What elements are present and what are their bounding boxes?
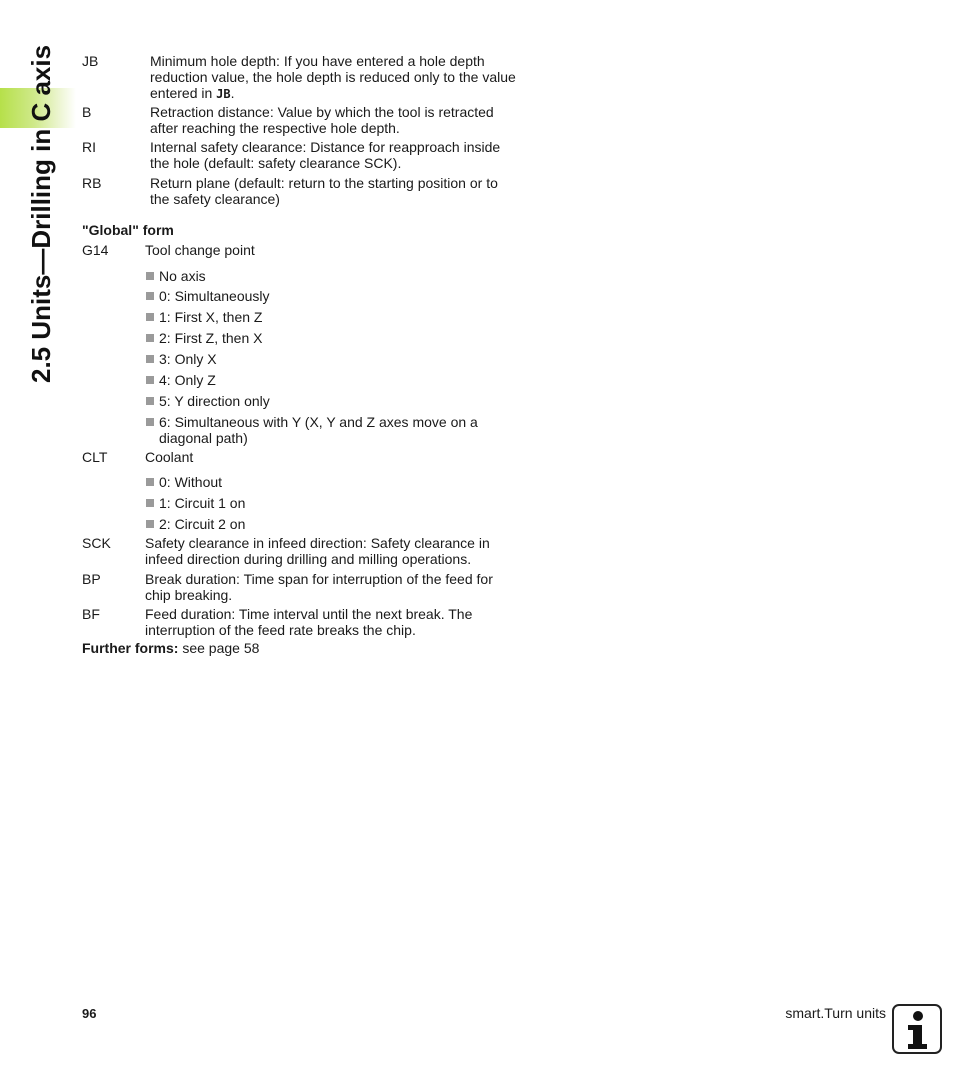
bullet-square-icon: [146, 313, 154, 321]
param-description: Coolant: [145, 449, 194, 465]
param-code: SCK: [82, 535, 111, 551]
bullet-square-icon: [146, 478, 154, 486]
param-code: RB: [82, 175, 102, 191]
param-description: Tool change point: [145, 242, 255, 258]
footer-section: smart.Turn units: [785, 1005, 886, 1021]
param-description: Minimum hole depth: If you have entered a hole depth reduction value, the hole depth is reduced only to the value entered in JB.: [150, 53, 516, 101]
chapter-title: 2.5 Units—Drilling in C axis: [26, 44, 56, 383]
bullet-square-icon: [146, 292, 154, 300]
param-description: Return plane (default: return to the starting position or to the safety clearance): [150, 175, 498, 207]
param-description: Break duration: Time span for interruption of the feed for chip breaking.: [145, 571, 493, 603]
bullet-square-icon: [146, 334, 154, 342]
param-code: BF: [82, 606, 100, 622]
bullet-square-icon: [146, 397, 154, 405]
param-description: Feed duration: Time interval until the next break. The interruption of the feed rate breaks the chip.: [145, 606, 473, 638]
param-code: BP: [82, 571, 101, 587]
param-code: G14: [82, 242, 109, 258]
info-icon: [892, 1004, 942, 1054]
param-code: JB: [82, 53, 99, 69]
bullet-square-icon: [146, 520, 154, 528]
bullet-square-icon: [146, 272, 154, 280]
bullet-square-icon: [146, 376, 154, 384]
bullet-square-icon: [146, 355, 154, 363]
param-description: Safety clearance in infeed direction: Safety clearance in infeed direction during drilling and milling operations.: [145, 535, 490, 567]
param-description: Internal safety clearance: Distance for reapproach inside the hole (default: safety clearance SCK).: [150, 139, 501, 171]
code-reference: JB: [216, 87, 231, 101]
further-forms-note: [82, 640, 259, 656]
section-heading: "Global" form: [82, 222, 174, 238]
bullet-square-icon: [146, 418, 154, 426]
page-number: 96: [82, 1006, 97, 1021]
param-description: Retraction distance: Value by which the tool is retracted after reaching the respective hole depth.: [150, 104, 494, 136]
param-code: RI: [82, 139, 96, 155]
param-code: CLT: [82, 449, 108, 465]
further-forms-link[interactable]: see page 58: [178, 640, 260, 656]
param-code: B: [82, 104, 92, 120]
further-forms-label: Further forms:: [82, 640, 179, 656]
bullet-square-icon: [146, 499, 154, 507]
